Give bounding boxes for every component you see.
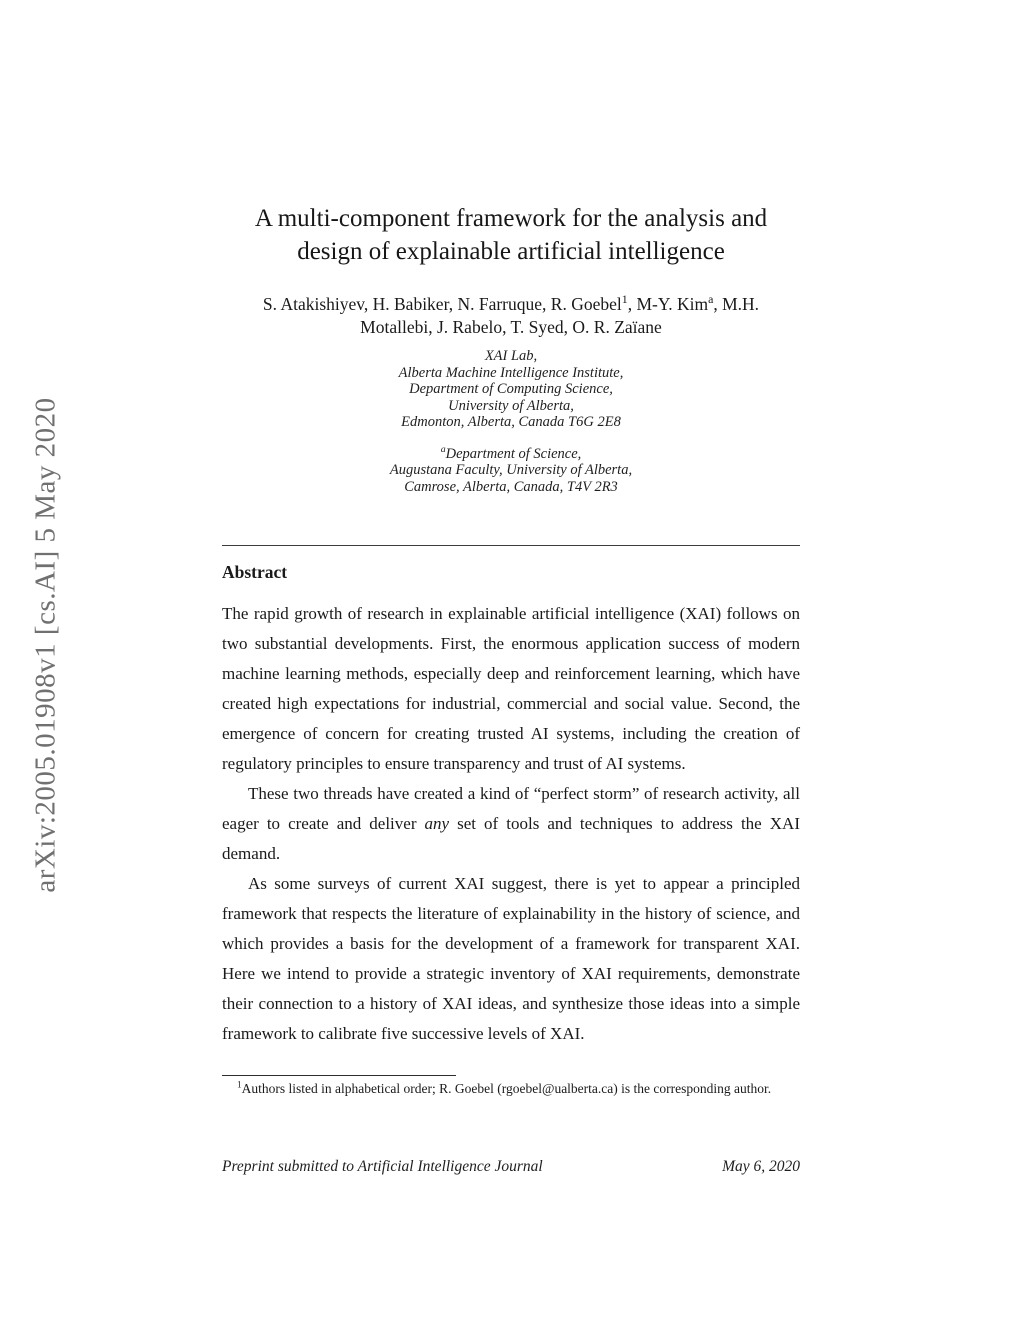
paper-title-line-1: A multi-component framework for the analysis and xyxy=(254,205,768,232)
abstract-paragraph-2-emphasis: any xyxy=(424,814,450,833)
paper-content-column xyxy=(222,0,800,1098)
author-names-a: S. Atakishiyev, H. Babiker, N. Farruque, R. Goebel xyxy=(262,294,622,314)
affiliation-marker: a xyxy=(440,443,446,455)
footnote-rule xyxy=(222,1075,456,1076)
abstract-paragraph-2 xyxy=(222,779,800,869)
abstract-top-rule xyxy=(222,545,800,546)
footnote-text: Authors listed in alphabetical order; R. Goebel (rgoebel@ualberta.ca) is the corresponding author. xyxy=(241,1081,772,1096)
affiliation-line: Edmonton, Alberta, Canada T6G 2E8 xyxy=(401,414,621,430)
footnote xyxy=(222,1079,800,1098)
affiliation-line: University of Alberta, xyxy=(448,397,574,414)
arxiv-watermark: arXiv:2005.01908v1 [cs.AI] 5 May 2020 xyxy=(29,397,62,893)
author-line-2: Motallebi, J. Rabelo, T. Syed, O. R. Zaïane xyxy=(360,317,662,337)
affiliation-line: Alberta Machine Intelligence Institute, xyxy=(398,364,624,381)
abstract-paragraph-1: The rapid growth of research in explainable artificial intelligence (XAI) follows on two substantial developments. First, the enormous application success of modern machine learning methods, especially deep and reinforcement learning, which have created high expectations for industrial, commercial and social value. Second, the emergence of concern for creating trusted AI systems, including the creation of regulatory principles to ensure transparency and trust of AI systems. xyxy=(222,604,800,773)
author-footnote-marker: 1 xyxy=(621,292,628,307)
affiliation-line xyxy=(222,443,800,463)
page-footer xyxy=(222,1158,800,1176)
abstract-body xyxy=(222,599,800,1049)
footer-date: May 6, 2020 xyxy=(722,1158,800,1175)
author-names-c: , M.H. xyxy=(713,294,760,314)
affiliation-line: Department of Computing Science, xyxy=(409,381,613,397)
abstract-paragraph-2-text: set of tools and techniques to address the XAI demand. xyxy=(222,814,800,863)
author-list xyxy=(222,293,800,339)
affiliation-dept: Department of Science, xyxy=(445,445,582,462)
paper-title xyxy=(222,0,800,268)
affiliation-secondary xyxy=(222,443,800,496)
author-line-1 xyxy=(222,293,800,316)
paper-title-line-2: design of explainable artificial intelligence xyxy=(297,238,725,265)
affiliation-primary xyxy=(222,348,800,431)
affiliation-line: Camrose, Alberta, Canada, T4V 2R3 xyxy=(404,478,618,495)
affiliation-line: Augustana Faculty, University of Alberta, xyxy=(389,462,633,478)
author-affiliation-marker: a xyxy=(708,292,714,307)
author-names-b: , M-Y. Kim xyxy=(627,294,709,314)
footer-journal-note: Preprint submitted to Artificial Intelligence Journal xyxy=(222,1158,543,1175)
affiliation-line: XAI Lab, xyxy=(484,348,538,364)
abstract-heading: Abstract xyxy=(222,562,288,582)
abstract-paragraph-2-text: These two threads have created a kind of “perfect storm” of research activity, all eager to create and deliver xyxy=(222,784,800,833)
footnote-marker: 1 xyxy=(237,1079,242,1090)
abstract-paragraph-3: As some surveys of current XAI suggest, there is yet to appear a principled framework that respects the literature of explainability in the history of science, and which provides a basis for the development of a framework for transparent XAI. Here we intend to provide a strategic inventory of XAI requirements, demonstrate their connection to a history of XAI ideas, and synthesize those ideas into a simple framework to calibrate five successive levels of XAI. xyxy=(222,874,800,1043)
